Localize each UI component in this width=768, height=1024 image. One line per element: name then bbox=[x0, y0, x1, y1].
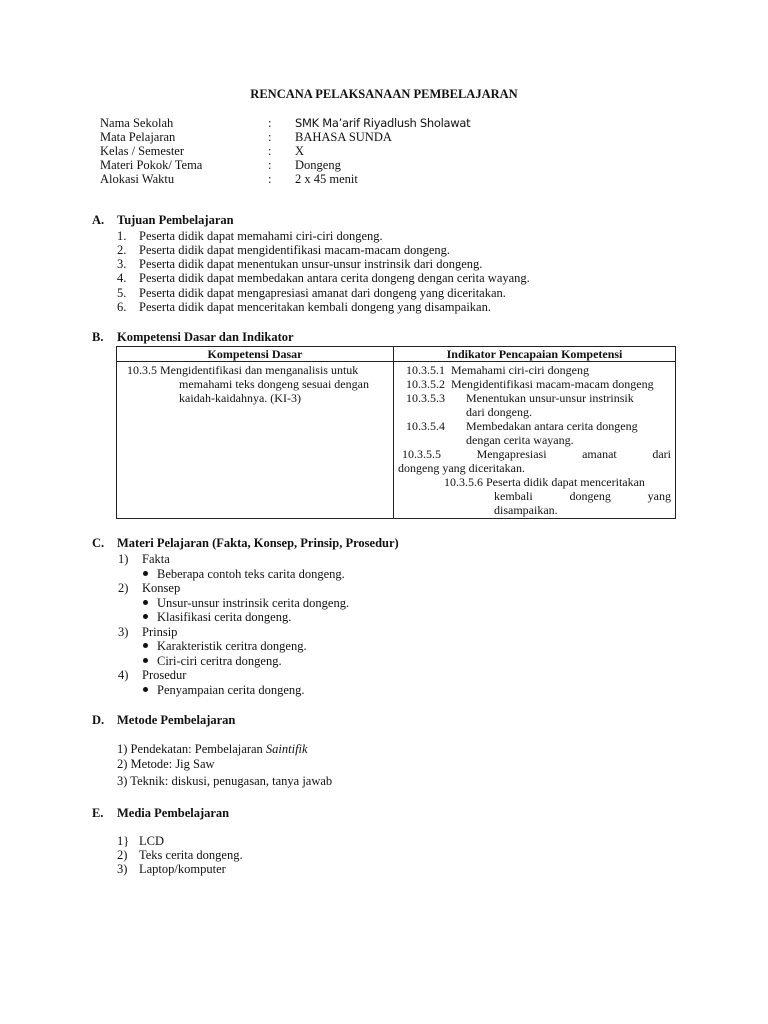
bullet-text: Unsur-unsur instrinsik cerita dongeng. bbox=[157, 596, 350, 610]
indicator-word: kembali bbox=[494, 489, 533, 503]
document-title: RENCANA PELAKSANAAN PEMBELAJARAN bbox=[250, 87, 518, 101]
section-letter: D. bbox=[92, 713, 105, 727]
bullet-icon bbox=[143, 643, 148, 648]
group-number: 4) bbox=[118, 668, 129, 682]
list-number: 6. bbox=[117, 300, 127, 314]
indicator-number: 10.3.5.4 bbox=[406, 419, 445, 433]
list-item: Peserta didik dapat memahami ciri-ciri dongeng. bbox=[139, 229, 383, 243]
identity-value: SMK Ma’arif Riyadlush Sholawat bbox=[295, 116, 471, 130]
bullet-item bbox=[143, 654, 282, 668]
list-number: 1. bbox=[117, 229, 127, 243]
indicator-continuation: dengan cerita wayang. bbox=[466, 433, 574, 447]
indicator-word: Mengapresiasi bbox=[476, 447, 547, 461]
identity-label: Nama Sekolah bbox=[100, 116, 174, 130]
list-item: Laptop/komputer bbox=[139, 862, 226, 876]
indicator-text: Mengidentifikasi macam-macam dongeng bbox=[451, 377, 654, 391]
list-item: LCD bbox=[139, 834, 164, 848]
section-letter: E. bbox=[92, 806, 104, 820]
section-letter: C. bbox=[92, 536, 105, 550]
bullet-icon bbox=[143, 687, 148, 692]
indicator-word: dongeng bbox=[569, 489, 611, 503]
identity-value: X bbox=[295, 144, 305, 158]
bullet-icon bbox=[143, 600, 148, 605]
table-header-kd: Kompetensi Dasar bbox=[117, 347, 394, 362]
group-label: Prosedur bbox=[142, 668, 187, 682]
table-row bbox=[117, 362, 676, 519]
identity-value: 2 x 45 menit bbox=[295, 172, 358, 186]
indicator-item bbox=[398, 391, 671, 405]
list-number: 5. bbox=[117, 286, 127, 300]
identity-value: BAHASA SUNDA bbox=[295, 130, 392, 144]
bullet-text: Klasifikasi cerita dongeng. bbox=[157, 610, 292, 624]
list-number: 2. bbox=[117, 243, 127, 257]
indicator-text: Menentukan unsur-unsur instrinsik bbox=[466, 391, 634, 405]
section-heading: Metode Pembelajaran bbox=[117, 713, 236, 727]
list-number: 2) bbox=[117, 848, 128, 862]
indicator-word: amanat bbox=[582, 447, 617, 461]
bullet-text: Beberapa contoh teks carita dongeng. bbox=[157, 567, 345, 581]
identity-label: Materi Pokok/ Tema bbox=[100, 158, 203, 172]
indicator-cell bbox=[394, 362, 676, 519]
section-heading: Tujuan Pembelajaran bbox=[117, 213, 234, 227]
group-label: Prinsip bbox=[142, 625, 178, 639]
bullet-item bbox=[143, 639, 307, 653]
indicator-number: 10.3.5.2 bbox=[406, 377, 445, 391]
method-line: 3) Teknik: diskusi, penugasan, tanya jawab bbox=[117, 774, 333, 788]
section-letter: A. bbox=[92, 213, 105, 227]
bullet-item bbox=[143, 683, 305, 697]
list-item: Peserta didik dapat mengidentifikasi macam-macam dongeng. bbox=[139, 243, 451, 257]
indicator-text: Memahami ciri-ciri dongeng bbox=[451, 363, 589, 377]
bullet-text: Ciri-ciri ceritra dongeng. bbox=[157, 654, 282, 668]
identity-label: Kelas / Semester bbox=[100, 144, 185, 158]
method-line: 2) Metode: Jig Saw bbox=[117, 757, 215, 771]
section-heading: Materi Pelajaran (Fakta, Konsep, Prinsip, Prosedur) bbox=[117, 536, 399, 550]
bullet-item bbox=[143, 610, 291, 624]
section-heading: Media Pembelajaran bbox=[117, 806, 230, 820]
bullet-icon bbox=[143, 614, 148, 619]
identity-separator: : bbox=[268, 158, 272, 172]
indicator-number: 10.3.5.5 bbox=[402, 447, 441, 461]
indicator-continuation bbox=[398, 489, 671, 503]
method-line bbox=[117, 742, 308, 756]
bullet-item bbox=[143, 596, 349, 610]
indicator-number: 10.3.5.6 bbox=[444, 475, 483, 489]
bullet-text: Penyampaian cerita dongeng. bbox=[157, 683, 305, 697]
table-header-indicator: Indikator Pencapaian Kompetensi bbox=[394, 347, 676, 362]
group-number: 2) bbox=[118, 581, 129, 595]
group-number: 3) bbox=[118, 625, 129, 639]
list-item: Peserta didik dapat menentukan unsur-unsur instrinsik dari dongeng. bbox=[139, 257, 483, 271]
list-item: Teks cerita dongeng. bbox=[139, 848, 243, 862]
bullet-text: Karakteristik ceritra dongeng. bbox=[157, 639, 307, 653]
list-number: 3. bbox=[117, 257, 127, 271]
indicator-item bbox=[398, 475, 671, 489]
indicator-continuation: dari dongeng. bbox=[466, 405, 532, 419]
indicator-item bbox=[398, 377, 671, 391]
bullet-icon bbox=[143, 658, 148, 663]
indicator-word: dari bbox=[652, 447, 671, 461]
indicator-item bbox=[398, 419, 671, 433]
indicator-item bbox=[398, 363, 671, 377]
method-italic: Saintifik bbox=[265, 742, 308, 756]
group-number: 1) bbox=[118, 552, 129, 566]
identity-separator: : bbox=[268, 116, 272, 130]
identity-label: Alokasi Waktu bbox=[100, 172, 175, 186]
indicator-continuation: disampaikan. bbox=[494, 503, 558, 517]
indicator-text: Peserta didik dapat menceritakan bbox=[486, 475, 645, 489]
list-item: Peserta didik dapat menceritakan kembali dongeng yang disampaikan. bbox=[139, 300, 491, 314]
method-text: 1) Pendekatan: Pembelajaran bbox=[117, 742, 266, 756]
section-heading: Kompetensi Dasar dan Indikator bbox=[117, 330, 294, 344]
indicator-number: 10.3.5.3 bbox=[406, 391, 445, 405]
list-item: Peserta didik dapat mengapresiasi amanat dari dongeng yang diceritakan. bbox=[139, 286, 506, 300]
bullet-icon bbox=[143, 571, 148, 576]
indicator-item bbox=[398, 447, 671, 461]
list-number: 4. bbox=[117, 271, 127, 285]
group-label: Konsep bbox=[142, 581, 181, 595]
kd-line: kaidah-kaidahnya. (KI-3) bbox=[179, 391, 301, 405]
group-label: Fakta bbox=[142, 552, 170, 566]
bullet-item bbox=[143, 567, 345, 581]
identity-separator: : bbox=[268, 130, 272, 144]
indicator-word: yang bbox=[647, 489, 671, 503]
kd-line: memahami teks dongeng sesuai dengan bbox=[179, 377, 369, 391]
identity-value: Dongeng bbox=[295, 158, 341, 172]
indicator-text: Membedakan antara cerita dongeng bbox=[466, 419, 638, 433]
kd-cell bbox=[117, 362, 394, 519]
kd-line: 10.3.5 Mengidentifikasi dan menganalisis untuk bbox=[127, 363, 359, 377]
list-item: Peserta didik dapat membedakan antara cerita dongeng dengan cerita wayang. bbox=[139, 271, 530, 285]
identity-label: Mata Pelajaran bbox=[100, 130, 176, 144]
list-number: 3) bbox=[117, 862, 128, 876]
competency-table bbox=[116, 346, 676, 519]
identity-separator: : bbox=[268, 144, 272, 158]
table-header-row bbox=[117, 347, 676, 362]
section-letter: B. bbox=[92, 330, 104, 344]
identity-separator: : bbox=[268, 172, 272, 186]
indicator-continuation: dongeng yang diceritakan. bbox=[398, 461, 525, 475]
list-number: 1} bbox=[117, 834, 130, 848]
indicator-number: 10.3.5.1 bbox=[406, 363, 445, 377]
